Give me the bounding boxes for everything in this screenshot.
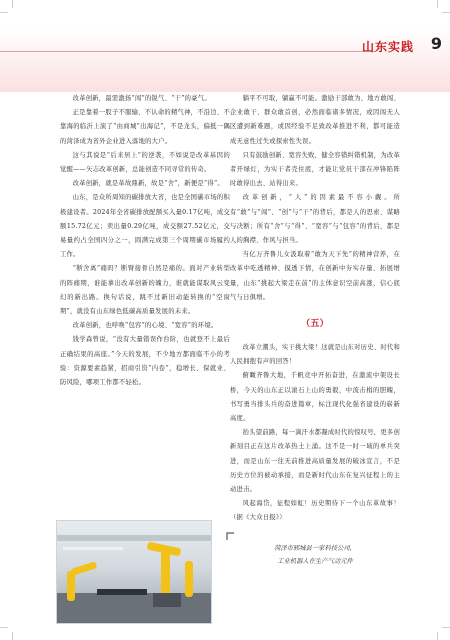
header-rule [0, 40, 376, 58]
page-header [0, 0, 450, 92]
paragraph: 抬头望前路，每一滴汗水都凝成时代的惊叹号，更多创新刻目正在这片改革热土上涌。这不是一时一域的单兵突进，而是山东一往无前推进高质量发展的破冰宣言，不是历史方位的被动承接，而是新时代山东在复兴征程上的主动进击。 [230, 429, 400, 494]
photo-light [63, 547, 123, 550]
section-heading-wrap [230, 313, 400, 339]
robot-arm-icon [67, 571, 75, 601]
section-label: 山东实践 [361, 40, 414, 54]
photo-caption [230, 542, 400, 568]
paragraph: 改革创新，“人”的因素最不容小觑。所有“敢”与“闯”、“创”与“干”的背后，都是人的思索、谋略与决断；所有“舍”与“得”、“宽容”与“包容”的背后，都是人的胸襟、作风与担当。 [230, 194, 400, 245]
paragraph: “断舍离”痛吗？断臂接骨自然是痛的。面对产业转型的阵痛期，谁能拿出改革创新的魄力，谁就能谋取风云变幻的新出路。换句话说，跳不过新旧动能转换的“空窗期”，就没有山东绿色低碳高质量发展的未来。 [60, 265, 230, 316]
caption-line: 工业机器人在生产气动元件 [277, 558, 353, 565]
crop-mark [12, 632, 13, 640]
paragraph: 改革创新，也呼唤“包容”的心境、“宽容”的环境。 [72, 322, 218, 330]
page-number: 9 [430, 34, 442, 53]
crop-mark [442, 12, 450, 13]
paragraph: 这与其说是“后来居上”的逆袭，不如说是改革基因的觉醒——矢志改革创新，总能创造不同寻常的传奇。 [60, 151, 230, 174]
caption-marker-icon [226, 532, 236, 542]
crop-mark [442, 627, 450, 628]
crop-mark [437, 0, 438, 8]
robot-arm-icon [185, 561, 193, 597]
paragraph: 只有鼓励创新、宽容失败，健全容错纠错机制，为改革者开绿灯，为实干者壳住底，才能让党员干部在冲锋陷阵时敢得出去、站得出来。 [230, 151, 400, 188]
photo-floor [57, 593, 211, 623]
left-column [60, 92, 230, 390]
caption-line: 菏泽市郓城县一家科技公司， [274, 545, 356, 552]
paragraph: 钱学森曾说，“没有大量错误作台阶，也就登不上最后正确结果的高座。”今天的发展，不少地方都面临不小的考验：资源要素趋紧，招商引资“内卷”，稳增长、保就业、防风险，哪项工作都不轻松。 [60, 336, 230, 387]
crop-mark [437, 632, 438, 640]
robot-arm-icon [71, 561, 98, 576]
paragraph: 俯瞰齐鲁大地，千帆竞中开拓奋进，在激流中架设长桥，今天的山东正以滚石上山的勇毅，中流击楫的胆魄，书写勇当排头兵的奋进篇章，标注现代化强省建设的崭新高度。 [230, 372, 400, 423]
robot-arm-icon [161, 551, 170, 595]
paragraph: 改革创新，就是革故鼎新，故是“舍”，新便是“得”。 [72, 180, 224, 188]
paragraph: 改革创新，最需激扬“闯”的锐气、“干”的豪气。 [72, 95, 211, 102]
right-column [230, 92, 400, 526]
robot-base [153, 593, 181, 607]
crop-mark [0, 12, 8, 13]
conveyor [97, 589, 147, 595]
paragraph: 当亿万齐鲁儿女汲取着“敢为天下先”的精神营养，在改革中吃透精神、摸透下情，在创新中夯实存量、拓展增量，山东“挑起大梁走在前”的主体意识空前高涨，信心底气与日俱增。 [230, 251, 400, 301]
paragraph: 正是靠着一股子不服输、不认命的精气神，不沿边、不靠海的临沂上演了“由商城”出海记”，不是龙头，偏抵一隅的菏泽成为省外企业进入落地的大户。 [60, 109, 230, 145]
section-heading: （五） [301, 319, 329, 330]
crop-mark [12, 0, 13, 8]
paragraph: 山东，是众所周知的碳排放大省，也是全国碳市场的积极建设者。2024年全省碳排放配额买入量0.17亿吨，成交额15.72亿元；卖出量0.29亿吨，成交额27.52亿元，交易量约占全国四分之一，圆满完成第三个周期碳市场履约工作。 [60, 194, 230, 259]
robot-arm-photo [56, 520, 212, 624]
photo-ceiling-beam [57, 535, 211, 541]
paragraph: 躺平不可取，躺赢不可能。激励干部敢为、地方敢闯、企业敢干、群众敢首创，必然面临诸多情况，或因闯无人区遭到新难题，或因经验不足致改革推进不利，都可能造成无意性过失或探索性失误。 [230, 95, 400, 145]
crop-mark [0, 627, 8, 628]
paragraph: 风起海岱，征程如虹！历史期待下一个山东革故事！（据《大众日报》） [230, 500, 400, 522]
paragraph: 改革立潮头，实干挑大梁！这就是山东对历史、时代和人民拥抱有声的回答！ [230, 344, 400, 366]
